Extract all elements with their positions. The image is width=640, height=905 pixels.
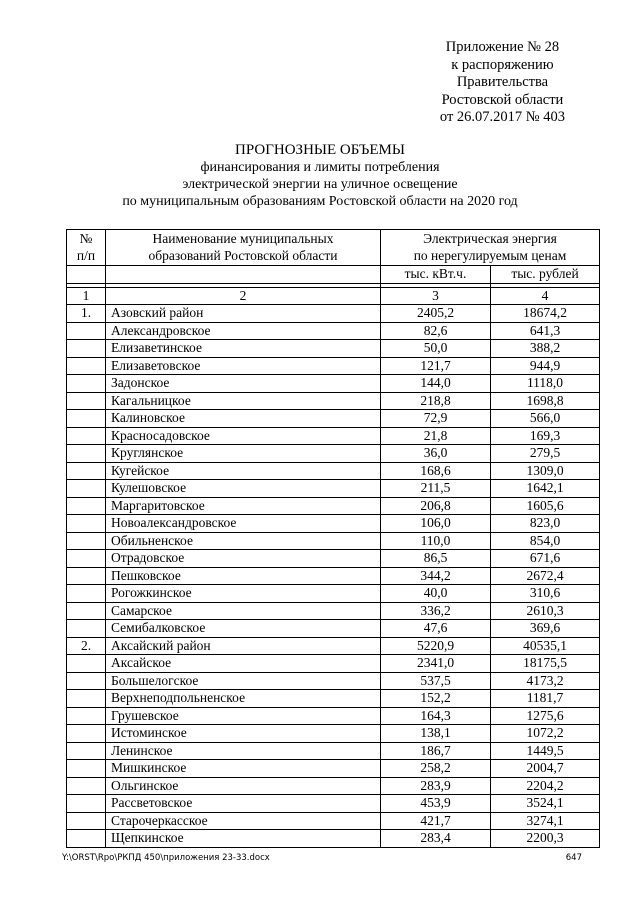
energy-kwh: 121,7 xyxy=(381,357,491,375)
row-number xyxy=(67,620,106,638)
row-number xyxy=(67,392,106,410)
header-num-cont xyxy=(67,266,106,284)
municipality-name: Грушевское xyxy=(106,707,381,725)
cost-rub: 823,0 xyxy=(491,515,600,533)
column-number-2: 2 xyxy=(106,287,381,305)
municipality-name: Круглянское xyxy=(106,445,381,463)
file-path: Y:\ORST\Rpo\РКПД 450\приложения 23-33.docx xyxy=(62,853,270,863)
municipality-name: Большелогское xyxy=(106,672,381,690)
energy-kwh: 283,9 xyxy=(381,777,491,795)
table-row xyxy=(67,340,600,358)
cost-rub: 2200,3 xyxy=(491,830,600,848)
municipality-name: Кагальницкое xyxy=(106,392,381,410)
cost-rub: 388,2 xyxy=(491,340,600,358)
cost-rub: 671,6 xyxy=(491,550,600,568)
row-number xyxy=(67,655,106,673)
row-number: 1. xyxy=(67,305,106,323)
municipality-name: Обильненское xyxy=(106,532,381,550)
header-energy-line2: по нерегулируемым ценам xyxy=(413,247,567,263)
cost-rub: 1449,5 xyxy=(491,742,600,760)
municipality-name: Ольгинское xyxy=(106,777,381,795)
municipality-name: Мишкинское xyxy=(106,760,381,778)
municipality-name: Рогожкинское xyxy=(106,585,381,603)
cost-rub: 1118,0 xyxy=(491,375,600,393)
row-number xyxy=(67,602,106,620)
municipality-name: Новоалександровское xyxy=(106,515,381,533)
cost-rub: 1309,0 xyxy=(491,462,600,480)
energy-kwh: 453,9 xyxy=(381,795,491,813)
row-number xyxy=(67,375,106,393)
row-number xyxy=(67,550,106,568)
municipality-name: Маргаритовское xyxy=(106,497,381,515)
column-number-3: 3 xyxy=(381,287,491,305)
row-number xyxy=(67,830,106,848)
energy-kwh: 110,0 xyxy=(381,532,491,550)
energy-kwh: 344,2 xyxy=(381,567,491,585)
table-row xyxy=(67,602,600,620)
title-main: ПРОГНОЗНЫЕ ОБЪЕМЫ xyxy=(235,142,405,158)
energy-kwh: 5220,9 xyxy=(381,637,491,655)
municipality-name: Верхнеподпольненское xyxy=(106,690,381,708)
table-row xyxy=(67,777,600,795)
energy-kwh: 106,0 xyxy=(381,515,491,533)
cost-rub: 944,9 xyxy=(491,357,600,375)
table-row xyxy=(67,497,600,515)
energy-kwh: 138,1 xyxy=(381,725,491,743)
header-name-line1: Наименование муниципальных xyxy=(152,231,334,246)
table-row xyxy=(67,690,600,708)
document-title xyxy=(0,141,640,210)
energy-kwh: 2405,2 xyxy=(381,305,491,323)
energy-kwh: 211,5 xyxy=(381,480,491,498)
header-unit-kwh: тыс. кВт.ч. xyxy=(381,266,491,284)
municipality-name: Отрадовское xyxy=(106,550,381,568)
energy-kwh: 144,0 xyxy=(381,375,491,393)
row-number xyxy=(67,445,106,463)
energy-kwh: 40,0 xyxy=(381,585,491,603)
municipality-name: Кугейское xyxy=(106,462,381,480)
energy-kwh: 186,7 xyxy=(381,742,491,760)
energy-kwh: 537,5 xyxy=(381,672,491,690)
cost-rub: 2204,2 xyxy=(491,777,600,795)
energy-kwh: 421,7 xyxy=(381,812,491,830)
row-number xyxy=(67,340,106,358)
cost-rub: 1275,6 xyxy=(491,707,600,725)
cost-rub: 18175,5 xyxy=(491,655,600,673)
table-row xyxy=(67,357,600,375)
attachment-line: Приложение № 28 xyxy=(445,39,560,55)
energy-kwh: 168,6 xyxy=(381,462,491,480)
table-row xyxy=(67,672,600,690)
attachment-line: Ростовской области xyxy=(441,91,564,108)
energy-kwh: 152,2 xyxy=(381,690,491,708)
municipality-name: Самарское xyxy=(106,602,381,620)
energy-kwh: 283,4 xyxy=(381,830,491,848)
header-name xyxy=(106,230,381,266)
table-row xyxy=(67,742,600,760)
cost-rub: 40535,1 xyxy=(491,637,600,655)
row-number xyxy=(67,742,106,760)
cost-rub: 1642,1 xyxy=(491,480,600,498)
row-number xyxy=(67,427,106,445)
header-unit-rub: тыс. рублей xyxy=(491,266,600,284)
energy-kwh: 258,2 xyxy=(381,760,491,778)
header-energy-line1: Электрическая энергия xyxy=(423,231,557,246)
energy-kwh: 164,3 xyxy=(381,707,491,725)
cost-rub: 169,3 xyxy=(491,427,600,445)
header-num-line2: п/п xyxy=(76,247,96,263)
municipality-name: Елизаветинское xyxy=(106,340,381,358)
cost-rub: 310,6 xyxy=(491,585,600,603)
row-number: 2. xyxy=(67,637,106,655)
cost-rub: 1181,7 xyxy=(491,690,600,708)
cost-rub: 1605,6 xyxy=(491,497,600,515)
cost-rub: 854,0 xyxy=(491,532,600,550)
row-number xyxy=(67,812,106,830)
energy-kwh: 47,6 xyxy=(381,620,491,638)
row-number xyxy=(67,707,106,725)
row-number xyxy=(67,497,106,515)
municipality-name: Александровское xyxy=(106,322,381,340)
cost-rub: 18674,2 xyxy=(491,305,600,323)
header-energy xyxy=(381,230,600,266)
cost-rub: 2610,3 xyxy=(491,602,600,620)
table-row xyxy=(67,480,600,498)
header-name-line2: образований Ростовской области xyxy=(148,247,338,263)
municipality-name: Задонское xyxy=(106,375,381,393)
municipality-name: Истоминское xyxy=(106,725,381,743)
row-number xyxy=(67,515,106,533)
municipality-name: Елизаветовское xyxy=(106,357,381,375)
cost-rub: 279,5 xyxy=(491,445,600,463)
municipality-name: Пешковское xyxy=(106,567,381,585)
table-row xyxy=(67,322,600,340)
table-row xyxy=(67,585,600,603)
header-num xyxy=(67,230,106,266)
municipality-name: Красносадовское xyxy=(106,427,381,445)
row-number xyxy=(67,410,106,428)
row-number xyxy=(67,725,106,743)
cost-rub: 641,3 xyxy=(491,322,600,340)
attachment-line: к распоряжению xyxy=(451,56,554,73)
row-number xyxy=(67,480,106,498)
municipality-name: Аксайский район xyxy=(106,637,381,655)
table-row xyxy=(67,760,600,778)
page-number: 647 xyxy=(565,853,582,863)
municipality-name: Калиновское xyxy=(106,410,381,428)
table-row xyxy=(67,830,600,848)
municipality-name: Кулешовское xyxy=(106,480,381,498)
row-number xyxy=(67,585,106,603)
cost-rub: 3524,1 xyxy=(491,795,600,813)
table-row xyxy=(67,445,600,463)
table-row xyxy=(67,567,600,585)
table-row xyxy=(67,375,600,393)
table-row xyxy=(67,725,600,743)
table-row xyxy=(67,392,600,410)
row-number xyxy=(67,357,106,375)
row-number xyxy=(67,462,106,480)
attachment-note xyxy=(440,39,565,127)
table-row xyxy=(67,462,600,480)
table-row xyxy=(67,655,600,673)
energy-kwh: 36,0 xyxy=(381,445,491,463)
energy-kwh: 82,6 xyxy=(381,322,491,340)
table-row xyxy=(67,515,600,533)
row-number xyxy=(67,760,106,778)
energy-kwh: 206,8 xyxy=(381,497,491,515)
energy-kwh: 336,2 xyxy=(381,602,491,620)
municipality-name: Щепкинское xyxy=(106,830,381,848)
cost-rub: 4173,2 xyxy=(491,672,600,690)
title-subtitle-line: по муниципальным образованиям Ростовской области на 2020 год xyxy=(122,194,518,209)
cost-rub: 3274,1 xyxy=(491,812,600,830)
municipality-name: Аксайское xyxy=(106,655,381,673)
header-num-line1: № xyxy=(79,231,93,246)
municipality-name: Семибалковское xyxy=(106,620,381,638)
energy-kwh: 2341,0 xyxy=(381,655,491,673)
table-row xyxy=(67,427,600,445)
cost-rub: 2672,4 xyxy=(491,567,600,585)
table-row xyxy=(67,410,600,428)
table-row xyxy=(67,795,600,813)
table-row xyxy=(67,637,600,655)
energy-kwh: 21,8 xyxy=(381,427,491,445)
energy-table xyxy=(66,229,600,848)
column-number-1: 1 xyxy=(67,287,106,305)
energy-kwh: 50,0 xyxy=(381,340,491,358)
municipality-name: Ленинское xyxy=(106,742,381,760)
table-row xyxy=(67,532,600,550)
cost-rub: 1698,8 xyxy=(491,392,600,410)
energy-kwh: 72,9 xyxy=(381,410,491,428)
table-row xyxy=(67,550,600,568)
cost-rub: 566,0 xyxy=(491,410,600,428)
table-row xyxy=(67,305,600,323)
table-row xyxy=(67,707,600,725)
energy-kwh: 86,5 xyxy=(381,550,491,568)
title-subtitle-line: финансирования и лимиты потребления xyxy=(200,160,440,175)
attachment-line: Правительства xyxy=(456,74,549,91)
attachment-line: от 26.07.2017 № 403 xyxy=(439,109,565,126)
cost-rub: 1072,2 xyxy=(491,725,600,743)
title-subtitle-line: электрической энергии на уличное освещение xyxy=(182,177,458,192)
column-number-4: 4 xyxy=(491,287,600,305)
energy-kwh: 218,8 xyxy=(381,392,491,410)
cost-rub: 369,6 xyxy=(491,620,600,638)
row-number xyxy=(67,795,106,813)
row-number xyxy=(67,322,106,340)
table-row xyxy=(67,620,600,638)
row-number xyxy=(67,532,106,550)
row-number xyxy=(67,567,106,585)
row-number xyxy=(67,672,106,690)
cost-rub: 2004,7 xyxy=(491,760,600,778)
row-number xyxy=(67,690,106,708)
table-row xyxy=(67,812,600,830)
municipality-name: Старочеркасское xyxy=(106,812,381,830)
row-number xyxy=(67,777,106,795)
municipality-name: Рассветовское xyxy=(106,795,381,813)
header-name-cont xyxy=(106,266,381,284)
municipality-name: Азовский район xyxy=(106,305,381,323)
